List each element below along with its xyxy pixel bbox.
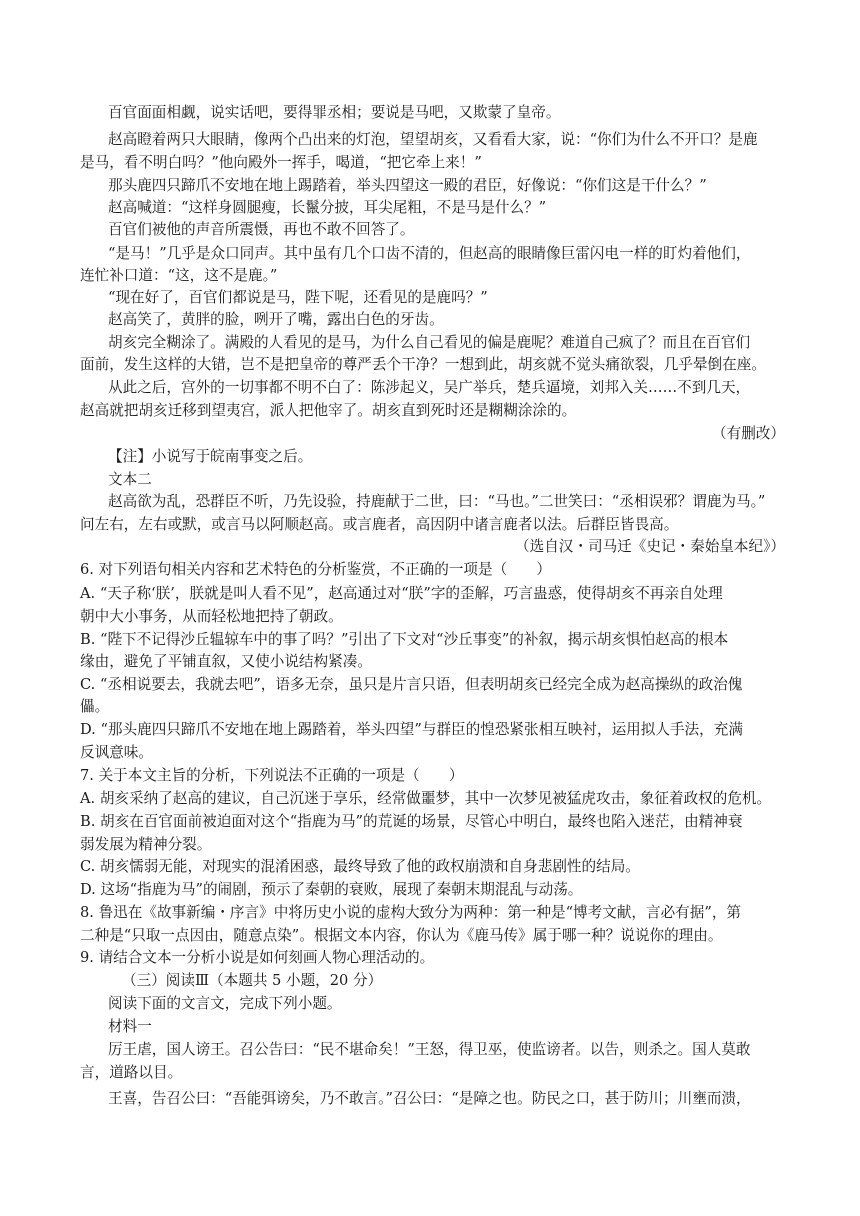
text-line: 问左右，左右或默，或言马以阿顺赵高。或言鹿者，高因阴中诸言鹿者以法。后群臣皆畏高。: [80, 516, 679, 533]
text-line: 二种是“只取一点因由，随意点染”。根据文本内容，你认为《鹿马传》属于哪一种？说说你的理由。: [80, 927, 723, 944]
option-d: D. “那头鹿四只蹄爪不安地在地上踢踏着，举头四望”与群臣的惶恐紧张相互映衬，运用拟人手法，充满: [80, 721, 743, 738]
instruction: 阅读下面的文言文，完成下列小题。: [108, 995, 342, 1012]
text-line: 百官面面相觑，说实话吧，要得罪丞相；要说是马吧，又欺蒙了皇帝。: [108, 104, 561, 121]
section-heading: 文本二: [108, 471, 152, 488]
text-line: “是马！”几乎是众口同声。其中虽有几个口齿不清的，但赵高的眼睛像巨雷闪电一样的盯灼着他们，: [108, 245, 751, 262]
option-c: C. “丞相说要去，我就去吧”，语多无奈，虽只是片言只语，但表明胡亥已经完全成为赵高操纵的政治傀: [80, 676, 743, 693]
text-line: 弱发展为精神分裂。: [80, 836, 212, 853]
section-heading: （三）阅读Ⅲ（本题共 5 小题，20 分）: [122, 972, 383, 989]
text-line: 朝中大小事务，从而轻松地把持了朝政。: [80, 608, 343, 625]
text-line: 从此之后，宫外的一切事都不明不白了：陈涉起义，吴广举兵，楚兵逼境，刘邦入关……不到几天，: [108, 379, 751, 396]
text-line: “现在好了，百官们都说是马，陛下呢，还看见的是鹿吗？”: [108, 289, 488, 306]
text-line: 赵高瞪着两只大眼睛，像两个凸出来的灯泡，望望胡亥，又看看大家，说：“你们为什么不开口？是鹿: [108, 131, 758, 148]
question-7: 7. 关于本文主旨的分析，下列说法不正确的一项是（ ）: [80, 767, 464, 784]
text-line: 反讽意味。: [80, 744, 153, 761]
text-line: 赵高就把胡亥迁移到望夷宫，派人把他宰了。胡亥直到死时还是糊糊涂涂的。: [80, 402, 577, 419]
text-line: 缘由，避免了平铺直叙，又使小说结构紧凑。: [80, 653, 372, 670]
text-line: 胡亥完全糊涂了。满殿的人看见的是马，为什么自己看见的偏是鹿呢？难道自己疯了？而且在百官们: [108, 334, 751, 351]
text-line: 连忙补口道：“这，这不是鹿。”: [80, 267, 278, 284]
text-line: 王喜，告召公曰：“吾能弭谤矣，乃不敢言。”召公曰：“是障之也。防民之口，甚于防川；川壅而溃，: [108, 1090, 751, 1107]
annotation-note: 【注】小说写于皖南事变之后。: [108, 448, 313, 465]
option-b: B. 胡亥在百官面前被迫面对这个“指鹿为马”的荒诞的场景，尽管心中明白，最终也陷入迷茫，由精神衰: [80, 813, 743, 830]
text-line: 那头鹿四只蹄爪不安地在地上踢踏着，举头四望这一殿的君臣，好像说：“你们这是干什么？”: [108, 177, 707, 194]
text-line: 言，道路以目。: [80, 1064, 183, 1081]
question-9: 9. 请结合文本一分析小说是如何刻画人物心理活动的。: [80, 949, 435, 966]
option-b: B. “陛下不记得沙丘辒辌车中的事了吗？”引出了下文对“沙丘事变”的补叙，揭示胡亥惧怕赵高的根本: [80, 631, 729, 648]
option-a: A. 胡亥采纳了赵高的建议，自己沉迷于享乐，经常做噩梦，其中一次梦见被猛虎攻击，象征着政权的危机。: [80, 790, 772, 807]
question-8: 8. 鲁迅在《故事新编・序言》中将历史小说的虚构大致分为两种：第一种是“博考文献，言必有据”，第: [80, 904, 742, 921]
text-line: 面前，发生这样的大错，岂不是把皇帝的尊严丢个干净？一想到此，胡亥就不觉头痛欲裂，几乎晕倒在座。: [80, 356, 766, 373]
text-line: 是马，看不明白吗？”他向殿外一挥手，喝道，“把它牵上来！”: [80, 154, 482, 171]
text-line: 赵高欲为乱，恐群臣不听，乃先设验，持鹿献于二世，曰：“马也。”二世笑曰：“丞相误邪？谓鹿为马。”: [108, 493, 766, 510]
source-note: （有删改）: [712, 425, 785, 442]
option-d: D. 这场“指鹿为马”的闹剧，预示了秦朝的衰败，展现了秦朝末期混乱与动荡。: [80, 881, 583, 898]
text-line: 百官们被他的声音所震慑，再也不敢不回答了。: [108, 221, 415, 238]
option-a: A. “天子称‘朕’，朕就是叫人看不见”，赵高通过对“朕”字的歪解，巧言蛊惑，使得胡亥不再亲自处理: [80, 585, 723, 602]
material-heading: 材料一: [108, 1018, 152, 1035]
option-c: C. 胡亥懦弱无能，对现实的混淆困惑，最终导致了他的政权崩溃和自身悲剧性的结局。: [80, 858, 640, 875]
source-note: （选自汉・司马迁《史记・秦始皇本纪》）: [515, 538, 785, 555]
text-line: 儡。: [80, 698, 110, 715]
text-line: 赵高笑了，黄胖的脸，咧开了嘴，露出白色的牙齿。: [108, 311, 444, 328]
question-6: 6. 对下列语句相关内容和艺术特色的分析鉴赏，不正确的一项是（ ）: [80, 561, 551, 578]
text-line: 厉王虐，国人谤王。召公告曰：“民不堪命矣！”王怒，得卫巫，使监谤者。以告，则杀之。国人莫敢: [108, 1041, 751, 1058]
text-line: 赵高喊道：“这样身圆腿瘦，长鬣分披，耳尖尾粗，不是马是什么？”: [108, 199, 547, 216]
